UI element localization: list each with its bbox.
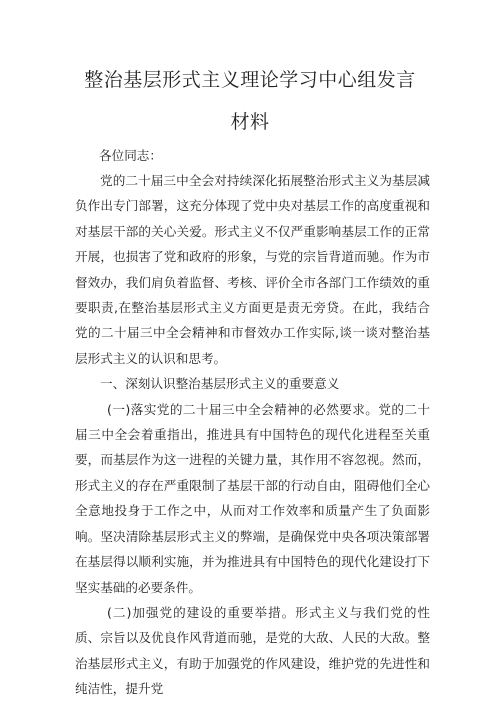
document-title-line-2: 材料 <box>230 111 270 133</box>
paragraph-point-1: (一)落实党的二十届三中全会精神的必然要求。党的二十届三中全会着重指出，推进具有中国特色的现代化进程至关重要，而基层作为这一进程的关键力量，其作用不容忽视。然而，形式主义的存在严重限制了基层干部的行动自由，阻碍他们全心全意地投身于工作之中，从而对工作效率和质量产生了负面影响。坚决清除基层形式主义的弊端，是确保党中央各项决策部署在基层得以顺利实施，并为推进具有中国特色的现代化建设打下坚实基础的必要条件。 <box>75 401 430 595</box>
document-body <box>75 168 430 702</box>
section-heading-1: 一、深刻认识整治基层形式主义的重要意义 <box>100 376 340 392</box>
salutation: 各位同志： <box>99 148 162 163</box>
paragraph-intro: 党的二十届三中全会对持续深化拓展整治形式主义为基层减负作出专门部署，这充分体现了党中央对基层工作的高度重视和对基层干部的关心关爱。形式主义不仅严重影响基层工作的正常开展，也损害了党和政府的形象，与党的宗旨背道而驰。作为市督效办，我们肩负着监督、考核、评价全市各部门工作绩效的重要职责,在整治基层形式主义方面更是责无旁贷。在此，我结合党的二十届三中全会精神和市督效办工作实际,谈一谈对整治基层形式主义的认识和思考。 <box>75 173 430 366</box>
paragraph-point-2: (二)加强党的建设的重要举措。形式主义与我们党的性质、宗旨以及优良作风背道而驰，是党的大敌、人民的大敌。整治基层形式主义，有助于加强党的作风建设，维护党的先进性和纯洁性，提升党 <box>75 604 430 697</box>
document-title-line-1: 整治基层形式主义理论学习中心组发言 <box>84 69 416 91</box>
